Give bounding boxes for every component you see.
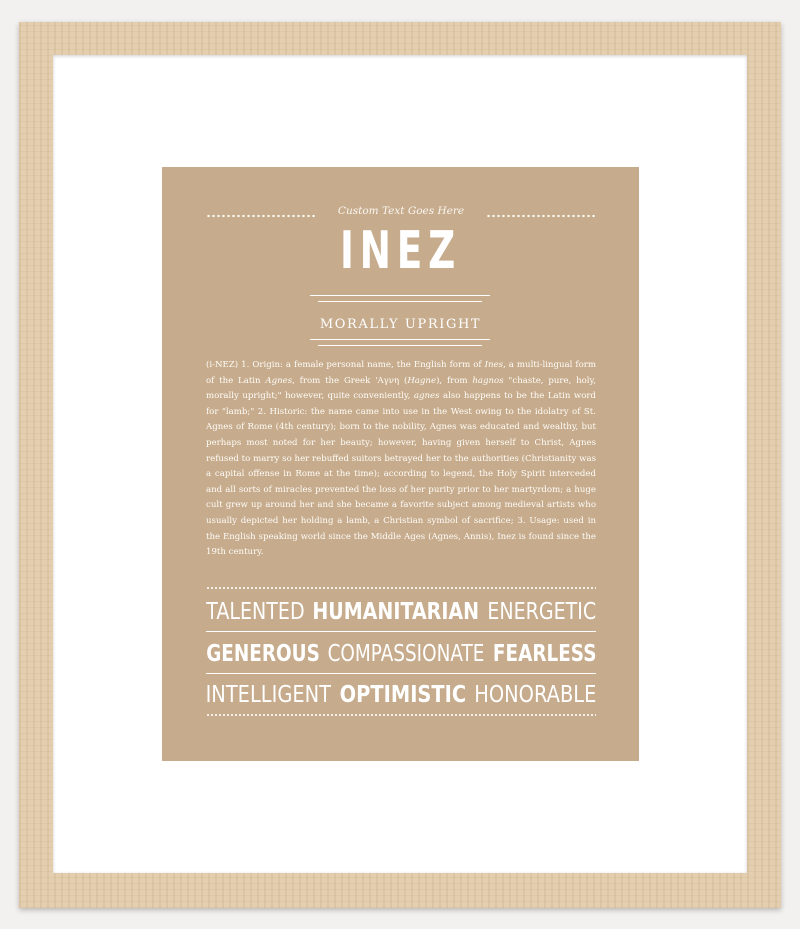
divider-rule — [318, 345, 482, 346]
definition-text: also happens to be the Latin word for "lamb;" 2. Historic: the name came into use in the West owing to the idolatry of St. Agnes of Rome (4th century); born to the nobility, Agnes was educated and wealthy, but perhaps most noted for her beauty; however, having given herself to Christ, Agnes refused to marry so her rebuffed suitors betrayed her to the authorities (Christianity was a capital offense in Rome at the time); according to legend, the Holy Spirit interceded and all sorts of miracles prevented the loss of her purity prior to her martyrdom; a huge cult grew up around her and she became a favorite subject among medieval artists who usually depicted her holding a lamb, a Christian symbol of sacrifice; 3. Usage: used in the English speaking world since the Middle Ages (Agnes, Annis), Inez is found since the 19th century. — [206, 391, 597, 558]
trait-word: COMPASSIONATE — [327, 641, 485, 667]
definition-text: ), from — [436, 375, 473, 386]
trait-word: FEARLESS — [492, 641, 596, 667]
definition-text: agnes — [413, 391, 440, 402]
divider-rule — [310, 339, 490, 340]
dotted-rule-right — [486, 214, 596, 218]
trait-divider — [206, 631, 596, 632]
trait-word: HONORABLE — [473, 682, 596, 708]
trait-word: TALENTED — [206, 599, 305, 625]
dotted-divider — [206, 586, 596, 590]
divider-rule — [318, 301, 482, 302]
definition-text: (i-NEZ) 1. Origin: a female personal name, the English form of — [206, 360, 485, 370]
definition-text: Agnes — [265, 375, 293, 386]
dotted-divider — [206, 713, 596, 717]
traits-row-2 — [206, 641, 596, 667]
trait-word: HUMANITARIAN — [312, 599, 480, 625]
name-definition — [206, 358, 596, 561]
divider-rule — [310, 295, 490, 296]
definition-text: "chaste, pure, holy, morally upright;" however, quite conveniently, — [206, 375, 596, 402]
definition-text: Hagne — [407, 375, 437, 386]
custom-text: Custom Text Goes Here — [337, 205, 465, 217]
definition-text: hagnos — [472, 375, 504, 386]
name-title: INEZ — [339, 221, 462, 281]
definition-text: , a multi-lingual form of the Latin — [206, 360, 596, 386]
trait-word: GENEROUS — [206, 641, 320, 667]
traits-row-3 — [206, 682, 596, 708]
trait-word: OPTIMISTIC — [339, 682, 466, 708]
traits-row-1 — [206, 599, 596, 625]
definition-text: , from the Greek 'Αγνη ( — [292, 375, 408, 386]
trait-word: ENERGETIC — [487, 599, 596, 625]
name-print — [162, 167, 639, 761]
definition-text: Ines — [484, 360, 504, 370]
trait-divider — [206, 673, 596, 674]
name-meaning: MORALLY UPRIGHT — [319, 317, 482, 332]
trait-word: INTELLIGENT — [206, 682, 332, 708]
